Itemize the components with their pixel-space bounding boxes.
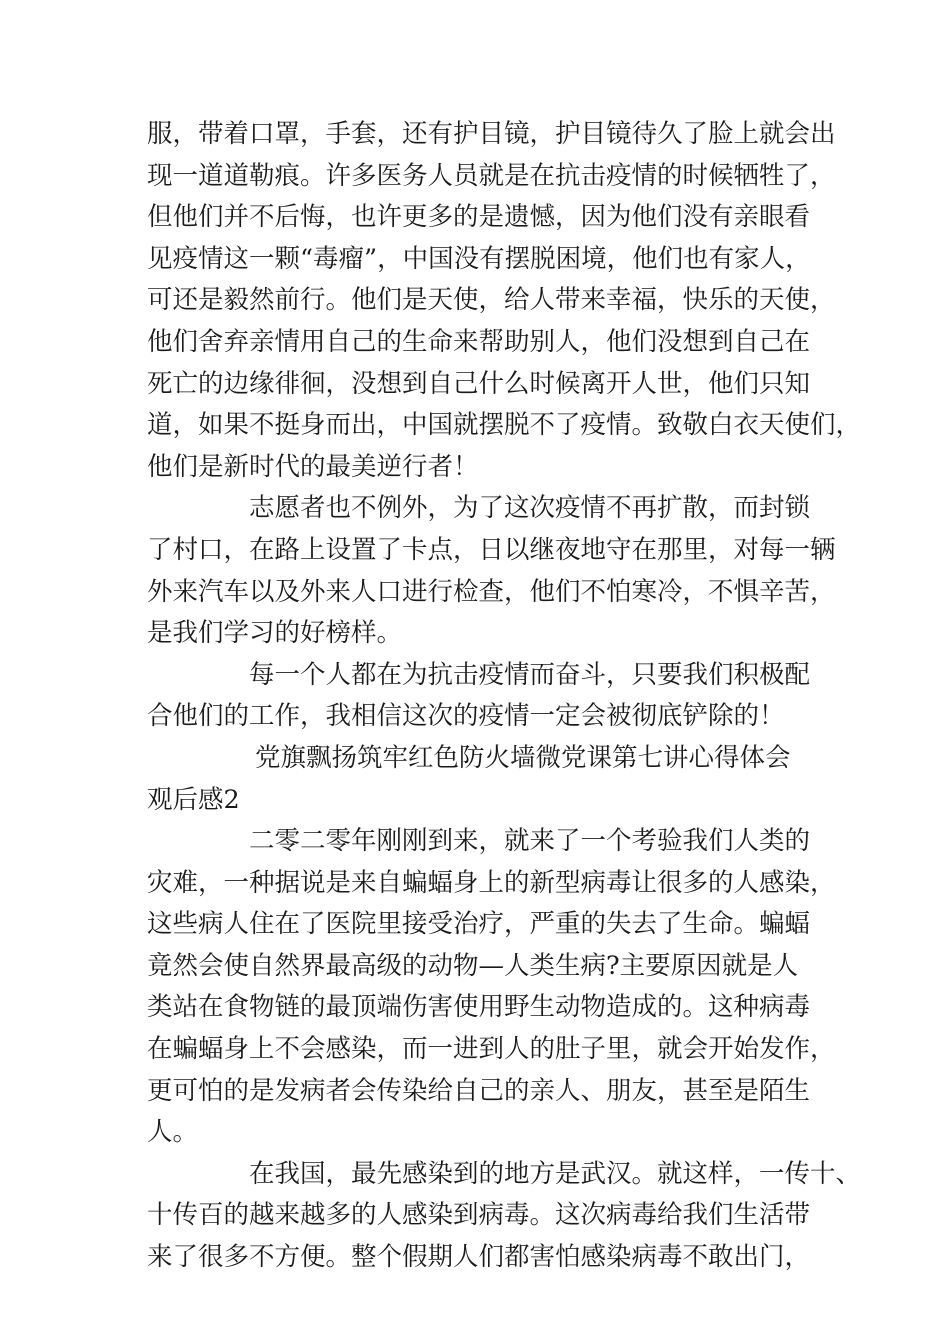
text-line: 观后感2 (147, 784, 240, 815)
text-line: 他们舍弃亲情用自己的生命来帮助别人，他们没想到自己在 (147, 326, 811, 357)
text-line: 外来汽车以及外来人口进行检查，他们不怕寒冷，不惧辛苦， (147, 576, 836, 607)
text-line: 灾难，一种据说是来自蝙蝠身上的新型病毒让很多的人感染， (147, 867, 836, 898)
section-title-line: 党旗飘扬筑牢红色防火墙微党课第七讲心得体会 (255, 742, 791, 773)
text-line: 他们是新时代的最美逆行者！ (147, 451, 479, 482)
document-body (147, 114, 862, 1279)
text-line: 了村口，在路上设置了卡点，日以继夜地守在那里，对每一辆 (147, 534, 836, 565)
text-line: 二零二零年刚刚到来，就来了一个考验我们人类的 (249, 826, 811, 857)
text-line: 这些病人住在了医院里接受治疗，严重的失去了生命。蝙蝠 (147, 909, 811, 940)
text-line: 在我国，最先感染到的地方是武汉。就这样，一传十、 (249, 1158, 862, 1189)
text-line: 在蝙蝠身上不会感染，而一进到人的肚子里，就会开始发作， (147, 1034, 836, 1065)
text-line: 来了很多不方便。整个假期人们都害怕感染病毒不敢出门， (147, 1242, 811, 1273)
text-line: 可还是毅然前行。他们是天使，给人带来幸福，快乐的天使， (147, 285, 836, 316)
text-line: 类站在食物链的最顶端伤害使用野生动物造成的。这种病毒 (147, 992, 811, 1023)
text-line: 但他们并不后悔，也许更多的是遗憾，因为他们没有亲眼看 (147, 202, 811, 233)
text-line: 志愿者也不例外，为了这次疫情不再扩散，而封锁 (249, 493, 811, 524)
text-line: 服，带着口罩，手套，还有护目镜，护目镜待久了脸上就会出 (147, 119, 836, 149)
text-line: 更可怕的是发病者会传染给自己的亲人、朋友，甚至是陌生 (147, 1075, 811, 1106)
text-line: 合他们的工作，我相信这次的疫情一定会被彻底铲除的！ (147, 701, 785, 732)
text-line: 人。 (147, 1117, 199, 1148)
text-line: 十传百的越来越多的人感染到病毒。这次病毒给我们生活带 (147, 1200, 811, 1231)
text-line: 每一个人都在为抗击疫情而奋斗，只要我们积极配 (249, 659, 811, 690)
text-line: 死亡的边缘徘徊，没想到自己什么时候离开人世，他们只知 (147, 368, 811, 399)
text-line: 竟然会使自然界最高级的动物—人类生病?主要原因就是人 (147, 950, 799, 981)
text-line: 见疫情这一颗“毒瘤”，中国没有摆脱困境，他们也有家人， (147, 243, 811, 274)
text-line: 现一道道勒痕。许多医务人员就是在抗击疫情的时候牺牲了， (147, 160, 836, 191)
text-line: 道，如果不挺身而出，中国就摆脱不了疫情。致敬白衣天使们， (147, 410, 862, 441)
text-line: 是我们学习的好榜样。 (147, 618, 403, 649)
